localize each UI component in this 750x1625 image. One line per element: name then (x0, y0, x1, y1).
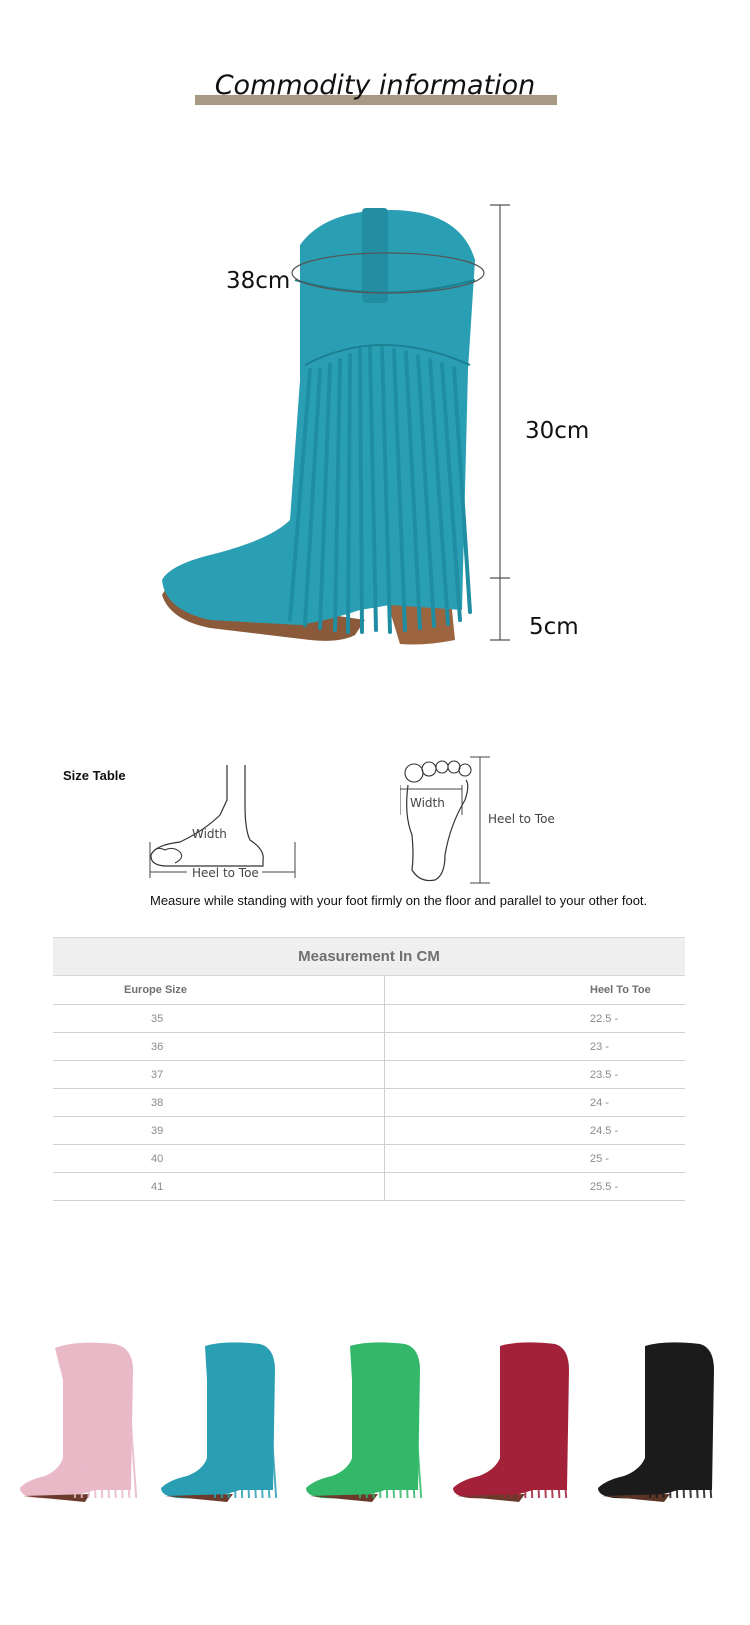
top-length-label: Heel to Toe (488, 812, 555, 826)
table-row (53, 1061, 685, 1089)
side-width-label: Width (192, 827, 227, 841)
length-cell: 25.5 - (590, 1180, 619, 1193)
column-header-heel-to-toe: Heel To Toe (590, 984, 651, 996)
length-cell: 25 - (590, 1152, 609, 1165)
table-row (53, 1117, 685, 1145)
page-title: Commodity information (214, 70, 536, 101)
heel-height-label: 5cm (529, 614, 579, 640)
length-cell: 22.5 - (590, 1012, 619, 1025)
fringe-strand (656, 1395, 657, 1498)
table-row (53, 1005, 685, 1033)
length-cell: 23.5 - (590, 1068, 619, 1081)
boot-variant-black (590, 1340, 728, 1520)
side-length-label: Heel to Toe (192, 866, 259, 880)
fringe-strand (366, 1395, 367, 1498)
size-cell: 39 (53, 1117, 385, 1144)
size-table-label: Size Table (63, 768, 126, 783)
boot-variant-wine (445, 1340, 583, 1520)
shaft-height-label: 30cm (525, 418, 590, 444)
color-variants (15, 1340, 735, 1520)
measure-instruction: Measure while standing with your foot firmly on the floor and parallel to your other foot. (150, 893, 648, 908)
column-header-europe-size: Europe Size (53, 976, 385, 1004)
size-cell: 40 (53, 1145, 385, 1172)
size-cell: 35 (53, 1005, 385, 1032)
table-row (53, 1033, 685, 1061)
boot-variant-green (300, 1340, 438, 1520)
size-cell: 41 (53, 1173, 385, 1200)
boot-variant-teal (155, 1340, 293, 1520)
fringe-strand (81, 1395, 82, 1498)
table-header-row (53, 976, 685, 1005)
circumference-label: 38cm (226, 268, 291, 294)
fringe-strand (511, 1395, 512, 1498)
table-row (53, 1089, 685, 1117)
size-cell: 36 (53, 1033, 385, 1060)
size-cell: 38 (53, 1089, 385, 1116)
top-width-label: Width (410, 796, 445, 810)
table-row (53, 1145, 685, 1173)
length-cell: 24 - (590, 1096, 609, 1109)
boot-variant-pink (15, 1340, 153, 1520)
length-cell: 24.5 - (590, 1124, 619, 1137)
length-cell: 23 - (590, 1040, 609, 1053)
table-row (53, 1173, 685, 1201)
fringe-strand (221, 1395, 222, 1498)
size-cell: 37 (53, 1061, 385, 1088)
measurement-table (53, 937, 685, 1201)
table-title: Measurement In CM (53, 937, 685, 976)
